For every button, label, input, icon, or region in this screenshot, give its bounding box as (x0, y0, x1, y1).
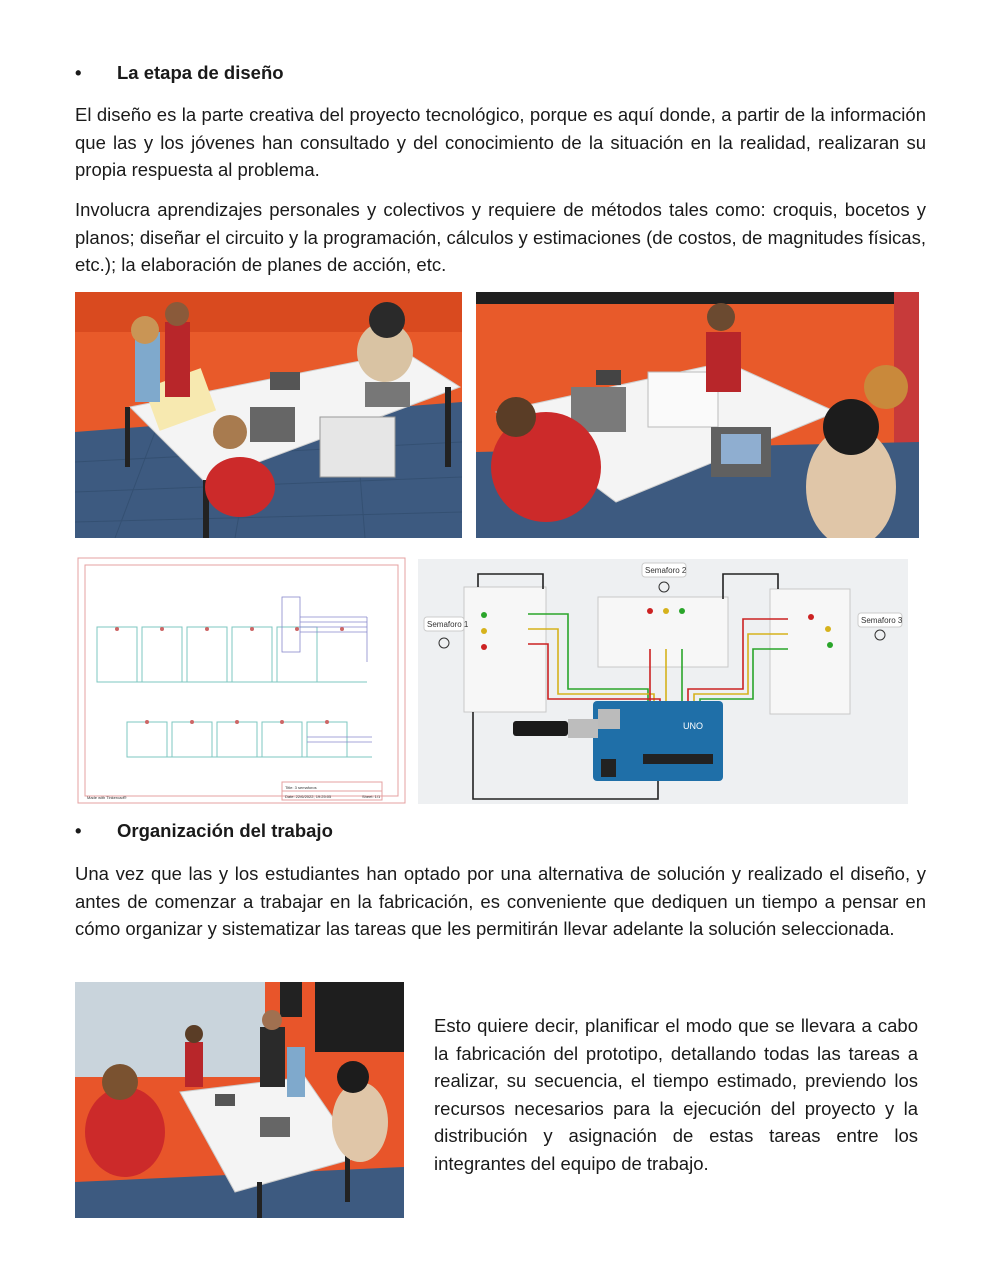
paragraph-design-methods: Involucra aprendizajes personales y colectivos y requiere de métodos tales como: croquis, bocetos y planos; diseñar el circuito y la programación, cálculos y estimaciones (de costos, de magnitudes físicas, etc.); la elaboración de planes de acción, etc. (75, 199, 926, 275)
paragraph-planning: Esto quiere decir, planificar el modo que se llevara a cabo la fabricación del prototipo, detallando todas las tareas a realizar, su secuencia, el tiempo estimado, previendo los recursos necesarios para la ejecución del proyecto y la distribución y asignación de estas tareas entre los integrantes del equipo de trabajo. (434, 1015, 918, 1174)
circuit-schematic-image (77, 557, 406, 804)
schematic-title: Title: 3 semaforos (285, 785, 317, 790)
breadboard-circuit-image (418, 559, 908, 804)
team-design-scene-image-1 (75, 292, 462, 538)
schematic-sheet: Sheet: 1/1 (362, 794, 381, 799)
section-heading-design (75, 62, 284, 84)
semaforo-3-label: Semaforo 3 (861, 616, 903, 625)
bullet-marker: • (75, 820, 82, 841)
semaforo-2-label: Semaforo 2 (645, 566, 687, 575)
team-design-scene-image-2 (476, 292, 919, 538)
semaforo-1-label: Semaforo 1 (427, 620, 469, 629)
section-title: La etapa de diseño (117, 62, 284, 83)
team-meeting-scene-image (75, 982, 404, 1218)
schematic-credit: Made with Tinkercad® (87, 795, 127, 800)
section-heading-organization (75, 820, 333, 842)
schematic-date: Date: 22/6/2022, 19:25:05 (285, 794, 332, 799)
section-title: Organización del trabajo (117, 820, 333, 841)
bullet-marker: • (75, 62, 82, 83)
arduino-board-label: UNO (683, 721, 703, 731)
paragraph-organization: Una vez que las y los estudiantes han optado por una alternativa de solución y realizado el diseño, y antes de comenzar a trabajar en la fabricación, es conveniente que dediquen un tiempo a pensar en cómo organizar y sistematizar las tareas que les permitirán llevar adelante la solución seleccionada. (75, 863, 926, 939)
paragraph-design-intro: El diseño es la parte creativa del proyecto tecnológico, porque es aquí donde, a partir de la información que las y los jóvenes han consultado y del conocimiento de la situación en la realidad, realizaran su propia respuesta al problema. (75, 104, 926, 180)
